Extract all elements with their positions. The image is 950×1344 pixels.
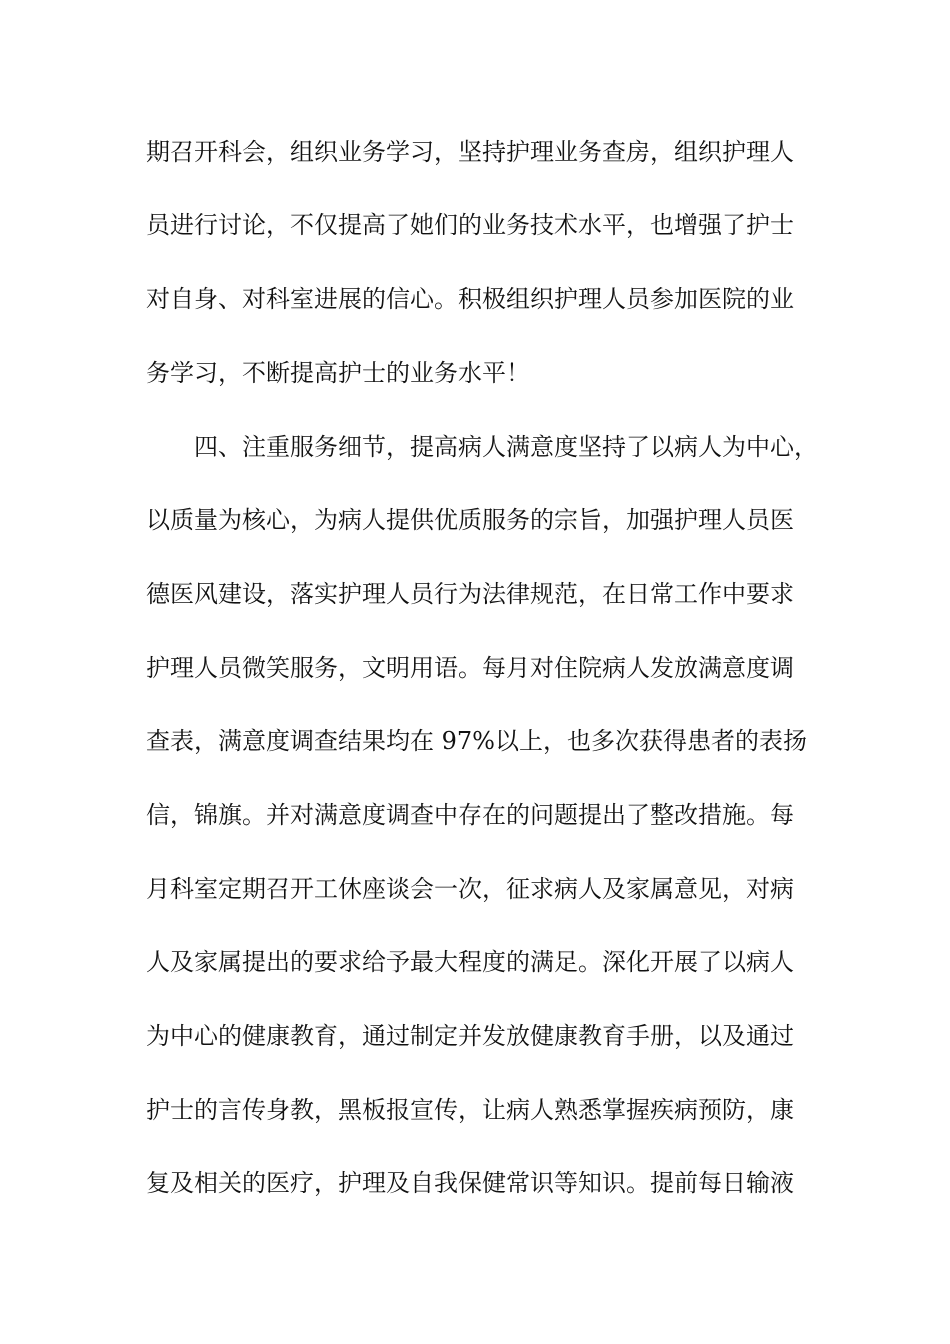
text-line: 务学习，不断提高护士的业务水平！ bbox=[146, 359, 530, 387]
text-line: 人及家属提出的要求给予最大程度的满足。深化开展了以病人 bbox=[146, 948, 794, 976]
text-line: 以质量为核心，为病人提供优质服务的宗旨，加强护理人员医 bbox=[146, 506, 794, 534]
paragraph-start-line: 四、注重服务细节，提高病人满意度坚持了以病人为中心， bbox=[194, 433, 818, 461]
text-line: 护士的言传身教，黑板报宣传，让病人熟悉掌握疾病预防，康 bbox=[146, 1096, 794, 1124]
text-line: 为中心的健康教育，通过制定并发放健康教育手册，以及通过 bbox=[146, 1022, 794, 1050]
text-line: 对自身、对科室进展的信心。积极组织护理人员参加医院的业 bbox=[146, 285, 794, 313]
text-line: 护理人员微笑服务，文明用语。每月对住院病人发放满意度调 bbox=[146, 654, 794, 682]
text-line: 复及相关的医疗，护理及自我保健常识等知识。提前每日输液 bbox=[146, 1169, 794, 1197]
text-line: 信，锦旗。并对满意度调查中存在的问题提出了整改措施。每 bbox=[146, 801, 794, 829]
text-line: 月科室定期召开工休座谈会一次，征求病人及家属意见，对病 bbox=[146, 875, 794, 903]
text-line: 期召开科会，组织业务学习，坚持护理业务查房，组织护理人 bbox=[146, 138, 794, 166]
text-line: 德医风建设，落实护理人员行为法律规范，在日常工作中要求 bbox=[146, 580, 794, 608]
text-line: 员进行讨论，不仅提高了她们的业务技术水平，也增强了护士 bbox=[146, 211, 794, 239]
text-line: 查表，满意度调查结果均在 97%以上，也多次获得患者的表扬 bbox=[146, 727, 807, 755]
